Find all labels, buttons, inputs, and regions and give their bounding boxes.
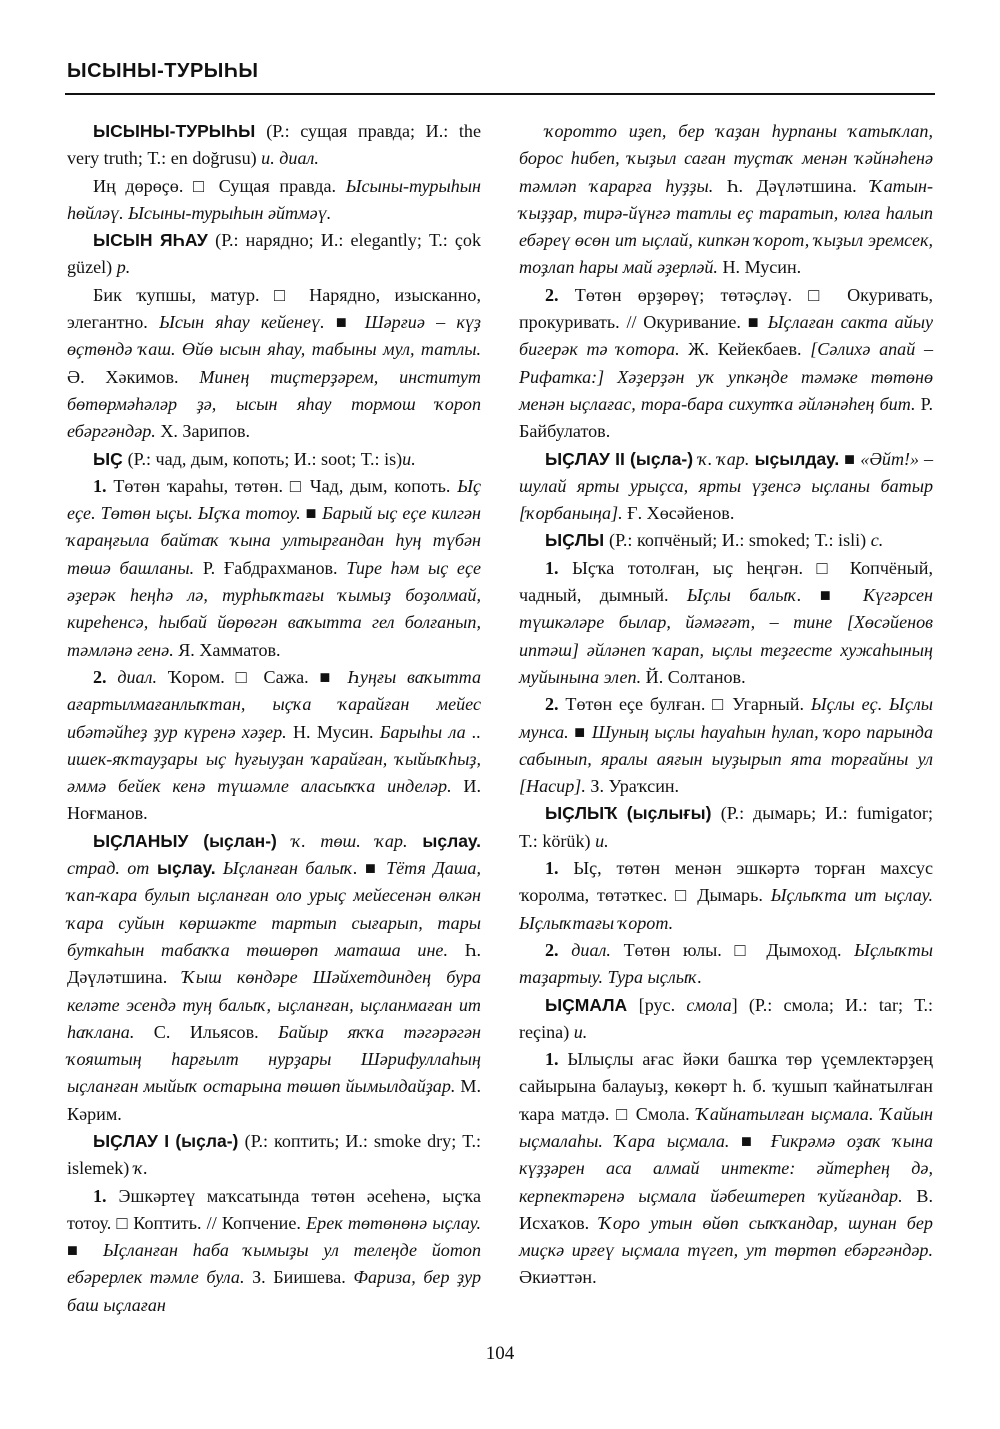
italic-text: Күгәрсен түшкәләре былар, йәмәғәт, – тине [Хөсәйенов иптәш] әйләнеп ҡарап, ыҫлы теҙгесте хужаһының муйынына элеп. [519,585,933,687]
sense-number: 1. [93,1185,107,1206]
dictionary-entry-paragraph [67,664,481,828]
dictionary-entry-paragraph [519,937,933,992]
entry-text: Ғ. Хөсәйенов. [622,503,735,524]
entry-text: И. Ноғманов. [67,776,481,824]
italic-text: «Әйт!» – шулай ярты урыҫса, ярты үҙенсә ыҫланы батыр [ҡорбаныңа]. [519,448,934,524]
headword: ЫҪЛЫҠ (ыҫлығы) [545,803,721,824]
sense-number: 1. [545,557,559,578]
dictionary-entry-paragraph [67,282,481,446]
entry-text: Һ. Дәүләтшина. [67,939,481,988]
dictionary-entry-paragraph [519,992,933,1047]
entry-text: ■ [729,1130,771,1151]
entry-text: С. Ильясов. [134,1021,279,1042]
entry-text: (Р.: коптить; И.: smoke dry; Т.: islemek) [67,1130,481,1179]
entry-text: Төтөн өрҙөрөү; төтәҫләү. □ Окуривать, прокуривать. // Окуривание. ■ [519,284,933,333]
page-number: 104 [485,1343,515,1364]
dictionary-entry-paragraph [519,555,933,691]
headword: ЫҪЛЫ [545,530,610,551]
entry-text: (Р.: дымарь; И.: fumigator; Т.: körük) [519,803,933,851]
dictionary-entry-paragraph [67,828,481,1128]
sense-number: 1. [545,1049,559,1070]
italic-text: р. [112,257,131,278]
sense-number: 2. [93,666,107,687]
entry-text: ■ [67,1240,103,1261]
dictionary-entry-paragraph [67,173,481,228]
italic-text: Ғикрәмә оҙаҡ ҡына күҙҙәрен аса алмай интекте: әйтерһең дә, керпектәренә ыҫмала йәбештереп ҡуйғандар. [519,1130,933,1206]
italic-text: Фариза, бер ҙур баш ыҫлаған [67,1267,481,1315]
entry-text: ■ [801,585,863,606]
entry-text: (Р.: сущая правда; И.: the very truth; Т.: en doğrusu) [67,121,481,169]
dictionary-entry-paragraph [67,1128,481,1183]
dictionary-entry-paragraph [67,227,481,282]
entry-text: Төтөн еҫе булған. □ Угарный. [558,694,811,715]
headword: ыҫылдау. [749,448,840,469]
italic-text: ҡ. [129,1158,148,1179]
italic-text: Байыр яҡҡа тәгәрәгән ҡояштың һарғылт нурҙары Шәрифуллаһың ыҫланған мыйыҡ остарына төшөп йымылдайҙар. [67,1021,481,1097]
entry-text: М. Кәрим. [67,1076,481,1124]
entry-text: Иң дөрөҫө. □ Сущая правда. [93,175,346,196]
entry-text: (Р.: нарядно; И.: elegantly; Т.: çok güzel) [67,230,481,278]
italic-text: Ҡыш көндәре Шәйхетдиндең бура келәте эсендә туң балыҡ, ыҫланған, ыҫланмаған ит һаҡлана. [67,967,482,1042]
italic-text: Ҡайнатылған ыҫмала. Ҡайын ыҫмалаһы. Ҡара ыҫмала. [519,1103,934,1151]
italic-text: и. [402,448,416,469]
italic-text: Ыҫлы балыҡ. [686,585,802,606]
sense-number: 2. [545,284,559,305]
dictionary-entry-paragraph [519,282,933,446]
entry-text: З. Биишева. [244,1267,354,1288]
headword: ЫҪ [93,448,128,469]
entry-text: Бик ҡупшы, матур. □ Нарядно, изысканно, элегантно. [67,284,481,333]
italic-text: Ҡатын-ҡыҙҙар, тирә-йүнгә татлы еҫ таратып, юлға һалып ебәреү өсөн ит ыҫлай, кипкән ҡорот, ҡыҙыл эремсек, тоҙлап һары май әҙерләй. [519,175,934,278]
entry-text: ] (Р.: смола; И.: tar; Т.: reçina) [519,994,934,1042]
running-head: ЫСЫНЫ-ТУРЫҺЫ [67,60,259,82]
dictionary-entry-paragraph [67,446,481,473]
entry-text: Ҡором. □ Сажа. ■ [157,666,348,687]
italic-text: Ыҫлыҡты таҙартыу. Тура ыҫлыҡ. [519,939,933,988]
entry-text: Й. Солтанов. [641,666,746,687]
italic-text: Ыҫлы еҫ. Ыҫлы мунса. [519,694,933,742]
sense-number: 2. [545,694,559,715]
sense-number: 2. [545,939,559,960]
italic-text: страд. от [67,858,150,879]
right-column [519,118,933,1292]
headword: ЫСЫНЫ-ТУРЫҺЫ [93,121,267,141]
header-rule [65,93,935,95]
headword: ЫСЫН ЯҺАУ [93,230,216,251]
entry-text: Х. Зарипов. [155,421,251,442]
dictionary-entry-paragraph [519,691,933,800]
italic-text: и. [569,1021,588,1042]
sense-number: 1. [545,858,559,879]
italic-text: Ҡоро утын өйөп сыҡҡандар, шунан бер миҫкә ирғеү ыҫмала түгеп, ут төртөп ебәргәндәр. [519,1212,933,1261]
italic-text: Минең тиҫтерҙәрем, институт бөтөрмәһәләр ҙә, ысын яһау тормош ҡороп ебәргәндәр. [67,366,481,442]
italic-text: диал. [106,666,158,687]
dictionary-entry-paragraph [519,800,933,855]
entry-text: Ылыҫлы ағас йәки башҡа төр үҫемлектәрҙең сайырына балауыҙ, көкөрт һ. б. ҡушып ҡайнатылған ҡара матдә. □ Смола. [519,1049,933,1124]
italic-text: Ыҫлыҡта ит ыҫлау. Ыҫлыҡтағы ҡорот. [519,885,934,933]
dictionary-entry-paragraph [519,855,933,937]
entry-text: Һ. Дәүләтшина. [713,175,871,196]
italic-text: Шәрғиә – күҙ өҫтөндә ҡаш. Өйө ысын яһау, табыны мул, татлы. [67,312,481,360]
italic-text: Һуңғы ваҡытта ағартылмағанлыҡтан, ыҫҡа ҡарайған мейес ибәтәйһеҙ ҙур күренә хәҙер. [67,666,481,742]
entry-text: Р. Байбулатов. [519,393,933,442]
italic-text: ҡоротто иҙеп, бер ҡаҙан һурпаны ҡатыҡлап, борос һибеп, ҡыҙыл саған туҫтаҡ менән ҡәйнәһенә тәмләп ҡарарға һуҙҙы. [519,121,933,196]
entry-text: ■ [839,448,861,469]
italic-text: Тире һәм ыҫ еҫе әҙерәк һеңһә лә, турһыҡтағы ҡымыҙ боҙолмай, киреһенсә, һыбай йөрөгән ваҡытта гел болғанып, тәмләнә генә. [67,557,482,660]
dictionary-entry-paragraph [67,473,481,664]
entry-text: Н. Мусин. [286,721,380,742]
entry-text: (Р.: копчёный; И.: smoked; Т.: isli) [609,530,867,551]
italic-text: и. диал. [256,148,319,169]
dictionary-entry-paragraph [519,118,933,282]
italic-text: Ысын яһау кейенеү. [159,312,325,333]
italic-text: Тётя Даша, ҡап-ҡара булып ыҫланған оло урыҫ мейесенән өлкән ҡара суйын көршәкте тартып сығарып, тары буткаһын табаҡҡа төшөрөп маташа ине. [67,858,481,960]
italic-text: ҡ. ҡар. [698,448,750,469]
entry-text: ■ [300,503,323,524]
italic-text: Шуның ыҫлы һауаһын һулап, ҡоро парында сабынып, яралы аяғын ыуҙырып ята торғайны ул [Насир]. [519,721,933,797]
entry-text: Ыҫҡа тотолған, ыҫ һеңгән. □ Копчёный, чадный, дымный. [519,557,933,606]
italic-text: ҡ. төш. ҡар. [291,830,408,851]
entry-text: З. Ураҡсин. [585,776,680,797]
italic-text: диал. [558,939,611,960]
italic-text: Ыҫлаған сакта айыу бигерәк тә ҡотора. [519,312,933,360]
headword: ЫҪЛАУ I (ыҫла-) [93,1130,245,1151]
entry-text: Р. Ғабдрахманов. [194,557,347,578]
italic-text: Ыҫ еҫе. Төтөн ыҫы. Ыҫҡа тотоу. [67,475,481,524]
entry-text: Эшкәртеү маҡсатында төтөн әсеһенә, ыҫҡа тотоу. □ Коптить. // Копчение. [67,1185,481,1233]
sense-number: 1. [93,475,107,496]
entry-text: Ж. Кейекбаев. [679,339,811,360]
italic-text: Ыҫланған балыҡ. [215,858,358,879]
entry-text: ■ [324,312,365,333]
italic-text: смола [686,994,732,1015]
headword: ыҫлау. [149,858,216,879]
italic-text: Ыҫланған һаба ҡымыҙы ул телеңде йотоп ебәрерлек тәмле була. [67,1240,482,1288]
entry-text: [рус. [638,994,687,1015]
entry-text: Ыҫ, төтөн менән эшкәртә торған махсус ҡоролма, төтәткес. □ Дымарь. [519,858,933,906]
entry-text: ■ [357,858,387,879]
entry-text: Төтөн юлы. □ Дымоход. [610,939,855,960]
headword: ЫҪЛАУ II (ыҫла-) [545,448,699,469]
headword: ЫҪЛАНЫУ (ыҫлан-) [93,830,292,851]
dictionary-entry-paragraph [67,1183,481,1319]
italic-text: Барыһы ла .. ишек-яҡтауҙары ыҫ һуғыуҙан ҡарайған, ҡыйыҡһыҙ, әммә бейек кенә түшәмле аласыҡҡа инделәр. [67,721,482,797]
entry-text: Ә. Хәкимов. [67,366,200,387]
italic-text: Ысыны-турыһын һөйләү. Ысыны-турыһын әйтмәү. [67,175,481,223]
headword: ЫҪМАЛА [545,994,639,1015]
italic-text: с. [866,530,884,551]
italic-text: и. [590,830,609,851]
entry-text: ■ [568,721,592,742]
italic-text: Барый ыҫ еҫе килгән ҡараңғыла байтаҡ ҡына ултырғандан һуң түбән төшә башланы. [67,503,482,578]
left-column [67,118,481,1319]
italic-text: [Сәлихә апай – Рифатка:] Хәҙерҙән уҡ упкәңде тәмәке төтөнө менән ыҫлағас, тора-бара сихутҡа әйләнәһең бит. [519,339,934,414]
entry-text: Я. Хамматов. [173,639,281,660]
dictionary-entry-paragraph [519,1046,933,1292]
headword: ыҫлау. [407,830,481,851]
dictionary-entry-paragraph [67,118,481,173]
italic-text: Ерек төтөнөнә ыҫлау. [306,1212,481,1233]
entry-text: Әкиәттән. [519,1267,597,1288]
entry-text: (Р.: чад, дым, копоть; И.: soot; Т.: is) [127,448,403,469]
dictionary-entry-paragraph [519,527,933,554]
entry-text: В. Исхаҡов. [519,1185,933,1233]
entry-text: Н. Мусин. [717,257,802,278]
entry-text: Төтөн ҡараһы, төтөн. □ Чад, дым, копоть. [106,475,458,496]
dictionary-entry-paragraph [519,446,933,528]
